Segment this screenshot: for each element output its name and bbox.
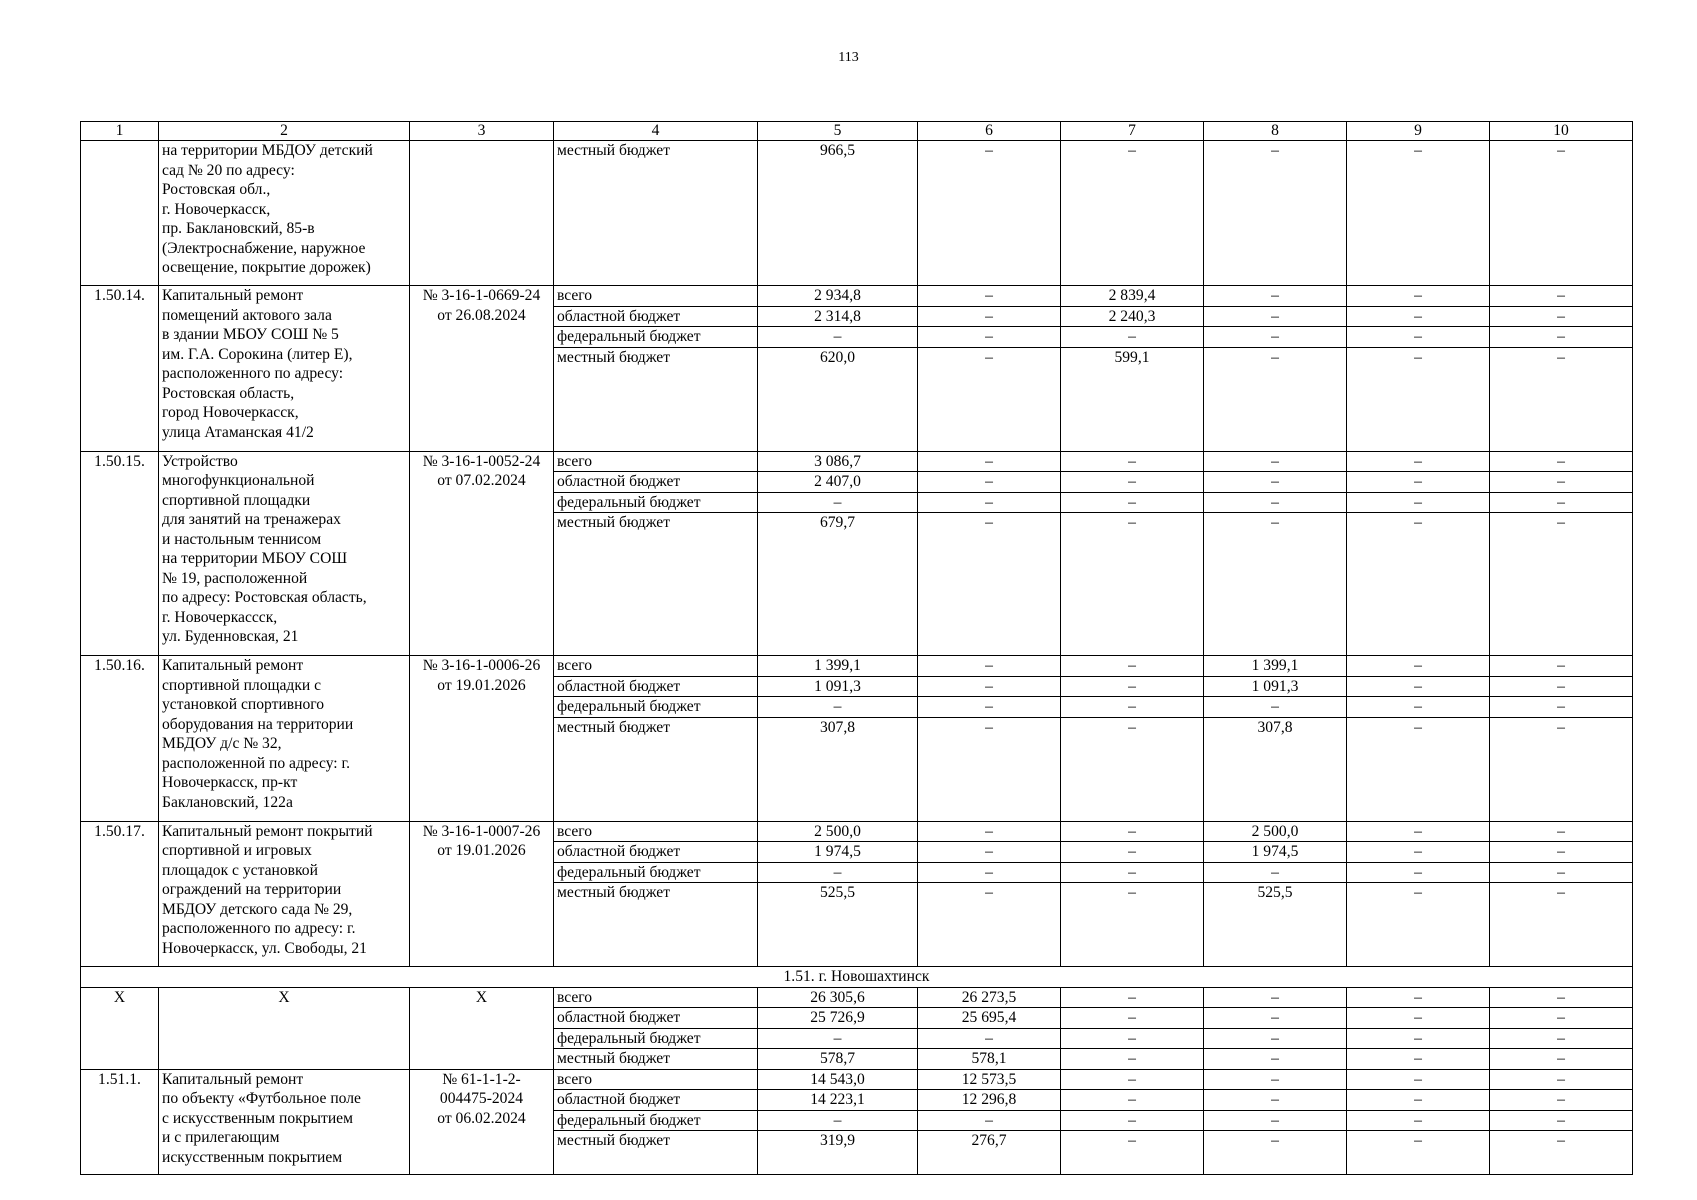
amount-cell: – [1490,717,1633,821]
funding-source-cell: всего [554,451,758,472]
amount-cell: – [1347,1028,1490,1049]
amount-cell: – [1347,513,1490,656]
amount-cell: – [1204,1049,1347,1070]
amount-cell: 26 305,6 [758,987,918,1008]
amount-cell: – [1490,1131,1633,1175]
amount-cell: – [1204,1008,1347,1029]
amount-cell: – [758,697,918,718]
amount-cell: 525,5 [758,883,918,967]
amount-cell: – [1061,141,1204,286]
amount-cell: – [1204,347,1347,451]
amount-cell: – [1061,676,1204,697]
amount-cell: – [1490,1049,1633,1070]
amount-cell: 2 500,0 [758,821,918,842]
amount-cell: – [1490,513,1633,656]
amount-cell: – [1347,306,1490,327]
amount-cell: – [1061,717,1204,821]
funding-source-cell: всего [554,987,758,1008]
amount-cell: – [918,697,1061,718]
amount-cell: – [1061,472,1204,493]
amount-cell: – [918,676,1061,697]
amount-cell: – [1061,862,1204,883]
amount-cell: 525,5 [1204,883,1347,967]
amount-cell: 3 086,7 [758,451,918,472]
item-reference-cell: № 3-16-1-0669-24 от 26.08.2024 [410,286,554,452]
funding-source-cell: федеральный бюджет [554,697,758,718]
amount-cell: – [1061,821,1204,842]
amount-cell: – [1347,862,1490,883]
column-number-cell: 8 [1204,122,1347,141]
funding-source-cell: федеральный бюджет [554,327,758,348]
item-reference-cell [410,141,554,286]
summary-row [81,987,1633,1008]
item-reference-cell: № 3-16-1-0052-24 от 07.02.2024 [410,451,554,656]
amount-cell: – [1490,141,1633,286]
amount-cell: – [1490,656,1633,677]
amount-cell: – [1490,821,1633,842]
amount-cell: – [1490,1028,1633,1049]
funding-source-cell: местный бюджет [554,1049,758,1070]
amount-cell: 2 407,0 [758,472,918,493]
amount-cell: – [1347,1090,1490,1111]
section-row [81,967,1633,988]
amount-cell: – [918,717,1061,821]
amount-cell: 12 573,5 [918,1069,1061,1090]
amount-cell: – [1061,1049,1204,1070]
amount-cell: 1 974,5 [1204,842,1347,863]
amount-cell: – [1490,286,1633,307]
amount-cell: 2 500,0 [1204,821,1347,842]
item-description-cell: Капитальный ремонт по объекту «Футбольное поле с искусственным покрытием и с прилегающим искусственным покрытием [159,1069,410,1175]
amount-cell: – [1061,1008,1204,1029]
amount-cell: – [1490,347,1633,451]
item-description-cell: Капитальный ремонт помещений актового зала в здании МБОУ СОШ № 5 им. Г.А. Сорокина (литер Е), расположенного по адресу: Ростовская область, город Новочеркасск, улица Атаманская 41/2 [159,286,410,452]
item-description-cell: Капитальный ремонт покрытий спортивной и игровых площадок с установкой ограждений на территории МБДОУ детского сада № 29, расположенного по адресу: г. Новочеркасск, ул. Свободы, 21 [159,821,410,967]
amount-cell: – [1061,492,1204,513]
item-reference-cell: № 61-1-1-2- 004475-2024 от 06.02.2024 [410,1069,554,1175]
amount-cell: – [1204,472,1347,493]
amount-cell: 966,5 [758,141,918,286]
page-number: 113 [838,50,859,65]
amount-cell: – [1204,1110,1347,1131]
amount-cell: – [1347,697,1490,718]
amount-cell: – [1347,656,1490,677]
column-number-cell: 2 [159,122,410,141]
amount-cell: – [1347,141,1490,286]
funding-source-cell: всего [554,821,758,842]
amount-cell: – [918,656,1061,677]
amount-cell: 25 695,4 [918,1008,1061,1029]
amount-cell: – [1490,1090,1633,1111]
amount-cell: – [1490,306,1633,327]
amount-cell: 12 296,8 [918,1090,1061,1111]
amount-cell: 1 399,1 [758,656,918,677]
amount-cell: – [1347,987,1490,1008]
funding-source-cell: областной бюджет [554,1090,758,1111]
amount-cell: – [1061,842,1204,863]
amount-cell: – [918,513,1061,656]
amount-cell: – [1347,1008,1490,1029]
item-reference-cell: № 3-16-1-0007-26 от 19.01.2026 [410,821,554,967]
item-number-cell: 1.51.1. [81,1069,159,1175]
funding-source-cell: федеральный бюджет [554,492,758,513]
amount-cell: – [918,286,1061,307]
item-number-cell: 1.50.16. [81,656,159,822]
amount-cell: 14 223,1 [758,1090,918,1111]
amount-cell: 1 091,3 [1204,676,1347,697]
column-number-cell: 3 [410,122,554,141]
amount-cell: – [1490,451,1633,472]
item-description-cell: Устройство многофункциональной спортивной площадки для занятий на тренажерах и настольным теннисом на территории МБОУ СОШ № 19, расположенной по адресу: Ростовская область, г. Новочеркассск, ул. Буденновская, 21 [159,451,410,656]
column-number-cell: 5 [758,122,918,141]
amount-cell: – [1061,883,1204,967]
amount-cell: – [1061,656,1204,677]
item-description-cell: на территории МБДОУ детский сад № 20 по адресу: Ростовская обл., г. Новочеркасск, пр. Баклановский, 85-в (Электроснабжение, наружное освещение, покрытие дорожек) [159,141,410,286]
amount-cell: – [1061,513,1204,656]
amount-cell: – [1490,842,1633,863]
amount-cell: 2 839,4 [1061,286,1204,307]
amount-cell: – [1061,451,1204,472]
amount-cell: – [1061,1090,1204,1111]
column-number-cell: 7 [1061,122,1204,141]
amount-cell: – [918,883,1061,967]
amount-cell: – [1347,1069,1490,1090]
amount-cell: 620,0 [758,347,918,451]
amount-cell: – [1347,286,1490,307]
amount-cell: – [1490,492,1633,513]
funding-source-cell: федеральный бюджет [554,1028,758,1049]
table-row [81,141,1633,286]
column-number-cell: 10 [1490,122,1633,141]
funding-source-cell: областной бюджет [554,842,758,863]
amount-cell: – [1347,821,1490,842]
amount-cell: – [918,472,1061,493]
amount-cell: 1 091,3 [758,676,918,697]
amount-cell: – [758,1028,918,1049]
amount-cell: – [1347,717,1490,821]
amount-cell: – [918,327,1061,348]
amount-cell: – [918,141,1061,286]
amount-cell: – [1347,676,1490,697]
funding-source-cell: областной бюджет [554,306,758,327]
amount-cell: – [918,306,1061,327]
amount-cell: 1 399,1 [1204,656,1347,677]
amount-cell: – [1061,1069,1204,1090]
column-number-cell: 4 [554,122,758,141]
amount-cell: – [1347,327,1490,348]
amount-cell: 25 726,9 [758,1008,918,1029]
amount-cell: – [758,1110,918,1131]
amount-cell: 578,1 [918,1049,1061,1070]
amount-cell: 1 974,5 [758,842,918,863]
column-number-cell: 1 [81,122,159,141]
amount-cell: 2 934,8 [758,286,918,307]
amount-cell: – [1490,676,1633,697]
funding-source-cell: местный бюджет [554,141,758,286]
budget-table [80,121,1633,1175]
amount-cell: – [1347,1049,1490,1070]
summary-mark-cell: Х [410,987,554,1069]
amount-cell: 679,7 [758,513,918,656]
amount-cell: – [1490,883,1633,967]
amount-cell: – [1204,697,1347,718]
funding-source-cell: всего [554,286,758,307]
amount-cell: – [1490,472,1633,493]
amount-cell: 307,8 [758,717,918,821]
amount-cell: – [1490,1008,1633,1029]
amount-cell: – [1490,697,1633,718]
amount-cell: – [918,451,1061,472]
item-number-cell: 1.50.14. [81,286,159,452]
funding-source-cell: федеральный бюджет [554,1110,758,1131]
amount-cell: 2 240,3 [1061,306,1204,327]
summary-mark-cell: Х [81,987,159,1069]
funding-source-cell: местный бюджет [554,1131,758,1175]
column-number-row [81,122,1633,141]
table-row [81,286,1633,307]
table-row [81,656,1633,677]
amount-cell: – [1204,451,1347,472]
amount-cell: – [1490,1110,1633,1131]
amount-cell: – [1204,1131,1347,1175]
amount-cell: – [1061,987,1204,1008]
amount-cell: – [1347,883,1490,967]
amount-cell: – [758,862,918,883]
funding-source-cell: местный бюджет [554,513,758,656]
item-description-cell: Капитальный ремонт спортивной площадки с установкой спортивного оборудования на территории МБДОУ д/с № 32, расположенной по адресу: г. Новочеркасск, пр-кт Баклановский, 122а [159,656,410,822]
amount-cell: – [1204,862,1347,883]
amount-cell: – [1347,492,1490,513]
funding-source-cell: всего [554,656,758,677]
table-row [81,451,1633,472]
table-row [81,821,1633,842]
amount-cell: – [1061,1028,1204,1049]
amount-cell: 319,9 [758,1131,918,1175]
amount-cell: – [1347,451,1490,472]
item-reference-cell: № 3-16-1-0006-26 от 19.01.2026 [410,656,554,822]
amount-cell: – [1061,1131,1204,1175]
column-number-cell: 9 [1347,122,1490,141]
amount-cell: – [1347,1131,1490,1175]
amount-cell: – [1204,141,1347,286]
amount-cell: – [1204,492,1347,513]
funding-source-cell: местный бюджет [554,347,758,451]
funding-source-cell: местный бюджет [554,717,758,821]
funding-source-cell: федеральный бюджет [554,862,758,883]
amount-cell: – [1061,697,1204,718]
amount-cell: – [1347,842,1490,863]
amount-cell: – [918,1110,1061,1131]
amount-cell: – [1061,327,1204,348]
summary-mark-cell: Х [159,987,410,1069]
amount-cell: 599,1 [1061,347,1204,451]
funding-source-cell: местный бюджет [554,883,758,967]
amount-cell: – [1490,1069,1633,1090]
funding-source-cell: областной бюджет [554,472,758,493]
item-number-cell [81,141,159,286]
amount-cell: 276,7 [918,1131,1061,1175]
amount-cell: 307,8 [1204,717,1347,821]
amount-cell: 14 543,0 [758,1069,918,1090]
amount-cell: – [1204,987,1347,1008]
amount-cell: – [758,327,918,348]
amount-cell: – [758,492,918,513]
item-number-cell: 1.50.15. [81,451,159,656]
amount-cell: – [1490,862,1633,883]
section-title: 1.51. г. Новошахтинск [81,967,1633,988]
amount-cell: 26 273,5 [918,987,1061,1008]
amount-cell: – [1490,987,1633,1008]
amount-cell: – [918,347,1061,451]
amount-cell: – [1204,513,1347,656]
item-number-cell: 1.50.17. [81,821,159,967]
amount-cell: – [1204,306,1347,327]
amount-cell: – [1204,286,1347,307]
amount-cell: – [1490,327,1633,348]
column-number-cell: 6 [918,122,1061,141]
amount-cell: – [1204,1069,1347,1090]
amount-cell: – [1347,472,1490,493]
funding-source-cell: областной бюджет [554,676,758,697]
amount-cell: 578,7 [758,1049,918,1070]
amount-cell: – [1347,1110,1490,1131]
amount-cell: – [918,1028,1061,1049]
amount-cell: – [918,862,1061,883]
amount-cell: – [1204,327,1347,348]
amount-cell: – [918,821,1061,842]
amount-cell: – [918,842,1061,863]
amount-cell: – [1347,347,1490,451]
table-row [81,1069,1633,1090]
amount-cell: 2 314,8 [758,306,918,327]
amount-cell: – [918,492,1061,513]
amount-cell: – [1061,1110,1204,1131]
amount-cell: – [1204,1028,1347,1049]
amount-cell: – [1204,1090,1347,1111]
funding-source-cell: всего [554,1069,758,1090]
funding-source-cell: областной бюджет [554,1008,758,1029]
